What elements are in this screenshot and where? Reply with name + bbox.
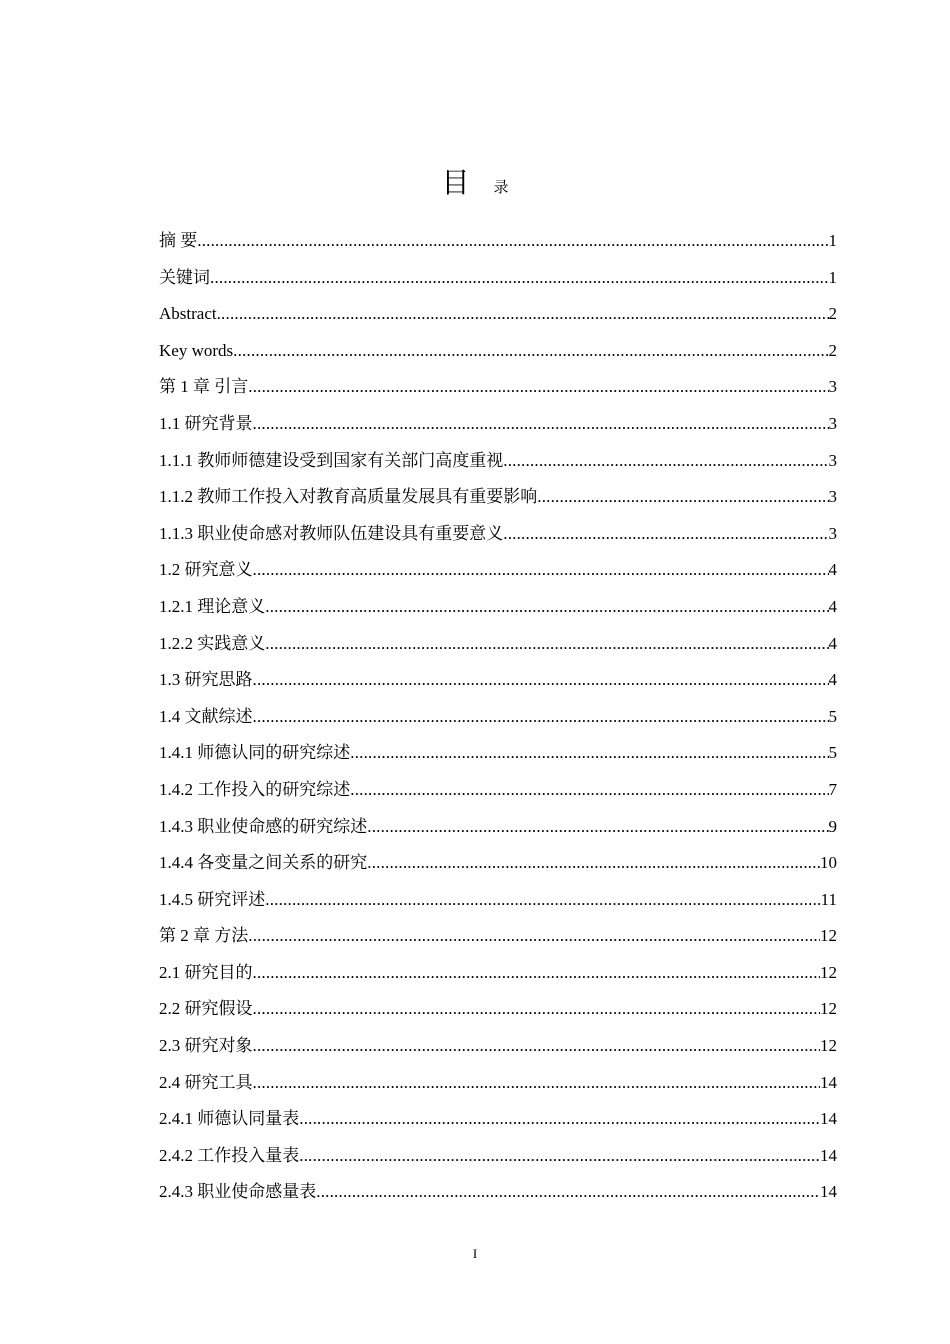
toc-entry[interactable] — [159, 443, 837, 480]
toc-dot-leader — [537, 479, 828, 516]
toc-entry[interactable] — [159, 369, 837, 406]
toc-dot-leader — [265, 882, 820, 919]
toc-entry-page-number: 14 — [820, 1145, 837, 1165]
toc-entry-page-number: 4 — [828, 670, 837, 690]
toc-entry[interactable] — [159, 735, 837, 772]
toc-entry[interactable] — [159, 406, 837, 443]
toc-entry-page-number: 4 — [828, 560, 837, 580]
toc-entry[interactable] — [159, 333, 837, 370]
toc-entry-page-number: 3 — [828, 377, 837, 397]
toc-entry[interactable] — [159, 1065, 837, 1102]
toc-dot-leader — [299, 1101, 820, 1138]
toc-entry-label: 1.4.4 各变量之间关系的研究 — [159, 853, 368, 873]
toc-entry-page-number: 3 — [828, 523, 837, 543]
toc-entry-page-number: 12 — [820, 1036, 837, 1056]
toc-entry-page-number: 3 — [828, 487, 837, 507]
toc-entry[interactable] — [159, 991, 837, 1028]
toc-dot-leader — [253, 406, 829, 443]
toc-entry-page-number: 4 — [828, 633, 837, 653]
toc-entry[interactable] — [159, 1138, 837, 1175]
toc-dot-leader — [367, 809, 828, 846]
toc-dot-leader — [253, 699, 829, 736]
toc-entry-label: 2.4.3 职业使命感量表 — [159, 1182, 317, 1202]
toc-entry-page-number: 12 — [820, 962, 837, 982]
toc-dot-leader — [367, 845, 820, 882]
toc-entry-page-number: 11 — [820, 889, 837, 909]
toc-entry-label: 2.3 研究对象 — [159, 1036, 253, 1056]
toc-entry-page-number: 10 — [820, 853, 837, 873]
toc-entry-page-number: 7 — [828, 779, 837, 799]
toc-dot-leader — [248, 369, 828, 406]
toc-entry-page-number: 3 — [828, 413, 837, 433]
toc-entry[interactable] — [159, 223, 837, 260]
toc-entry[interactable] — [159, 918, 837, 955]
toc-entry-label: 1.4 文献综述 — [159, 706, 253, 726]
toc-entry[interactable] — [159, 845, 837, 882]
table-of-contents — [159, 223, 837, 1211]
toc-dot-leader — [210, 260, 829, 297]
toc-entry[interactable] — [159, 479, 837, 516]
toc-entry-label: 1.4.3 职业使命感的研究综述 — [159, 816, 368, 836]
toc-entry-label: 关键词 — [159, 267, 210, 287]
toc-entry-label: Key words — [159, 340, 234, 360]
toc-entry-label: Abstract — [159, 304, 217, 324]
toc-entry-label: 1.1 研究背景 — [159, 413, 253, 433]
toc-entry[interactable] — [159, 955, 837, 992]
toc-dot-leader — [253, 1028, 821, 1065]
toc-dot-leader — [503, 516, 828, 553]
toc-entry-label: 1.4.1 师德认同的研究综述 — [159, 743, 351, 763]
toc-dot-leader — [233, 333, 828, 370]
toc-entry-label: 1.1.1 教师师德建设受到国家有关部门高度重视 — [159, 450, 504, 470]
toc-entry-page-number: 5 — [828, 706, 837, 726]
page-number: I — [472, 1246, 478, 1261]
toc-entry-page-number: 3 — [828, 450, 837, 470]
toc-entry-label: 1.1.3 职业使命感对教师队伍建设具有重要意义 — [159, 523, 504, 543]
toc-dot-leader — [253, 552, 829, 589]
toc-dot-leader — [265, 589, 828, 626]
toc-entry-label: 2.1 研究目的 — [159, 962, 253, 982]
toc-entry[interactable] — [159, 882, 837, 919]
toc-entry-label: 1.1.2 教师工作投入对教育高质量发展具有重要影响 — [159, 487, 538, 507]
toc-dot-leader — [248, 918, 820, 955]
toc-dot-leader — [253, 1065, 821, 1102]
toc-entry-label: 摘 要 — [159, 231, 198, 250]
toc-entry-label: 2.2 研究假设 — [159, 999, 253, 1019]
toc-entry-page-number: 9 — [828, 816, 837, 836]
toc-entry-label: 第 1 章 引言 — [159, 377, 249, 397]
toc-entry[interactable] — [159, 1028, 837, 1065]
toc-dot-leader — [350, 772, 828, 809]
toc-entry-page-number: 12 — [820, 926, 837, 946]
toc-dot-leader — [299, 1138, 820, 1175]
toc-title-main: 目 — [441, 166, 470, 199]
toc-dot-leader — [265, 626, 828, 663]
toc-dot-leader — [253, 955, 821, 992]
toc-title — [0, 165, 950, 206]
toc-entry-page-number: 4 — [828, 596, 837, 616]
toc-entry[interactable] — [159, 296, 837, 333]
toc-entry[interactable] — [159, 809, 837, 846]
toc-entry[interactable] — [159, 589, 837, 626]
toc-entry-label: 1.2 研究意义 — [159, 560, 253, 580]
toc-entry[interactable] — [159, 1101, 837, 1138]
toc-entry[interactable] — [159, 699, 837, 736]
toc-dot-leader — [197, 223, 828, 260]
toc-dot-leader — [253, 662, 829, 699]
toc-entry-page-number: 14 — [820, 1182, 837, 1202]
toc-entry-label: 1.2.2 实践意义 — [159, 633, 266, 653]
toc-dot-leader — [350, 735, 828, 772]
toc-entry-label: 2.4.2 工作投入量表 — [159, 1145, 300, 1165]
toc-entry[interactable] — [159, 626, 837, 663]
toc-entry-page-number: 2 — [828, 340, 837, 360]
toc-entry[interactable] — [159, 1174, 837, 1211]
toc-dot-leader — [503, 443, 828, 480]
toc-entry-page-number: 1 — [828, 267, 837, 287]
toc-title-sub: 录 — [493, 178, 509, 196]
toc-entry[interactable] — [159, 516, 837, 553]
toc-entry-page-number: 14 — [820, 1072, 837, 1092]
toc-entry[interactable] — [159, 260, 837, 297]
toc-entry-label: 1.4.5 研究评述 — [159, 889, 266, 909]
toc-entry-label: 2.4.1 师德认同量表 — [159, 1109, 300, 1129]
toc-entry-label: 1.3 研究思路 — [159, 670, 253, 690]
toc-entry[interactable] — [159, 662, 837, 699]
toc-dot-leader — [316, 1174, 820, 1211]
toc-entry-label: 第 2 章 方法 — [159, 926, 249, 946]
toc-entry[interactable] — [159, 552, 837, 589]
toc-dot-leader — [217, 296, 829, 333]
toc-entry-label: 1.2.1 理论意义 — [159, 596, 266, 616]
toc-entry-page-number: 1 — [828, 231, 837, 250]
toc-entry-page-number: 12 — [820, 999, 837, 1019]
toc-entry[interactable] — [159, 772, 837, 809]
toc-dot-leader — [253, 991, 821, 1028]
toc-entry-page-number: 2 — [828, 304, 837, 324]
toc-entry-label: 1.4.2 工作投入的研究综述 — [159, 779, 351, 799]
toc-entry-page-number: 14 — [820, 1109, 837, 1129]
toc-entry-page-number: 5 — [828, 743, 837, 763]
toc-entry-label: 2.4 研究工具 — [159, 1072, 253, 1092]
